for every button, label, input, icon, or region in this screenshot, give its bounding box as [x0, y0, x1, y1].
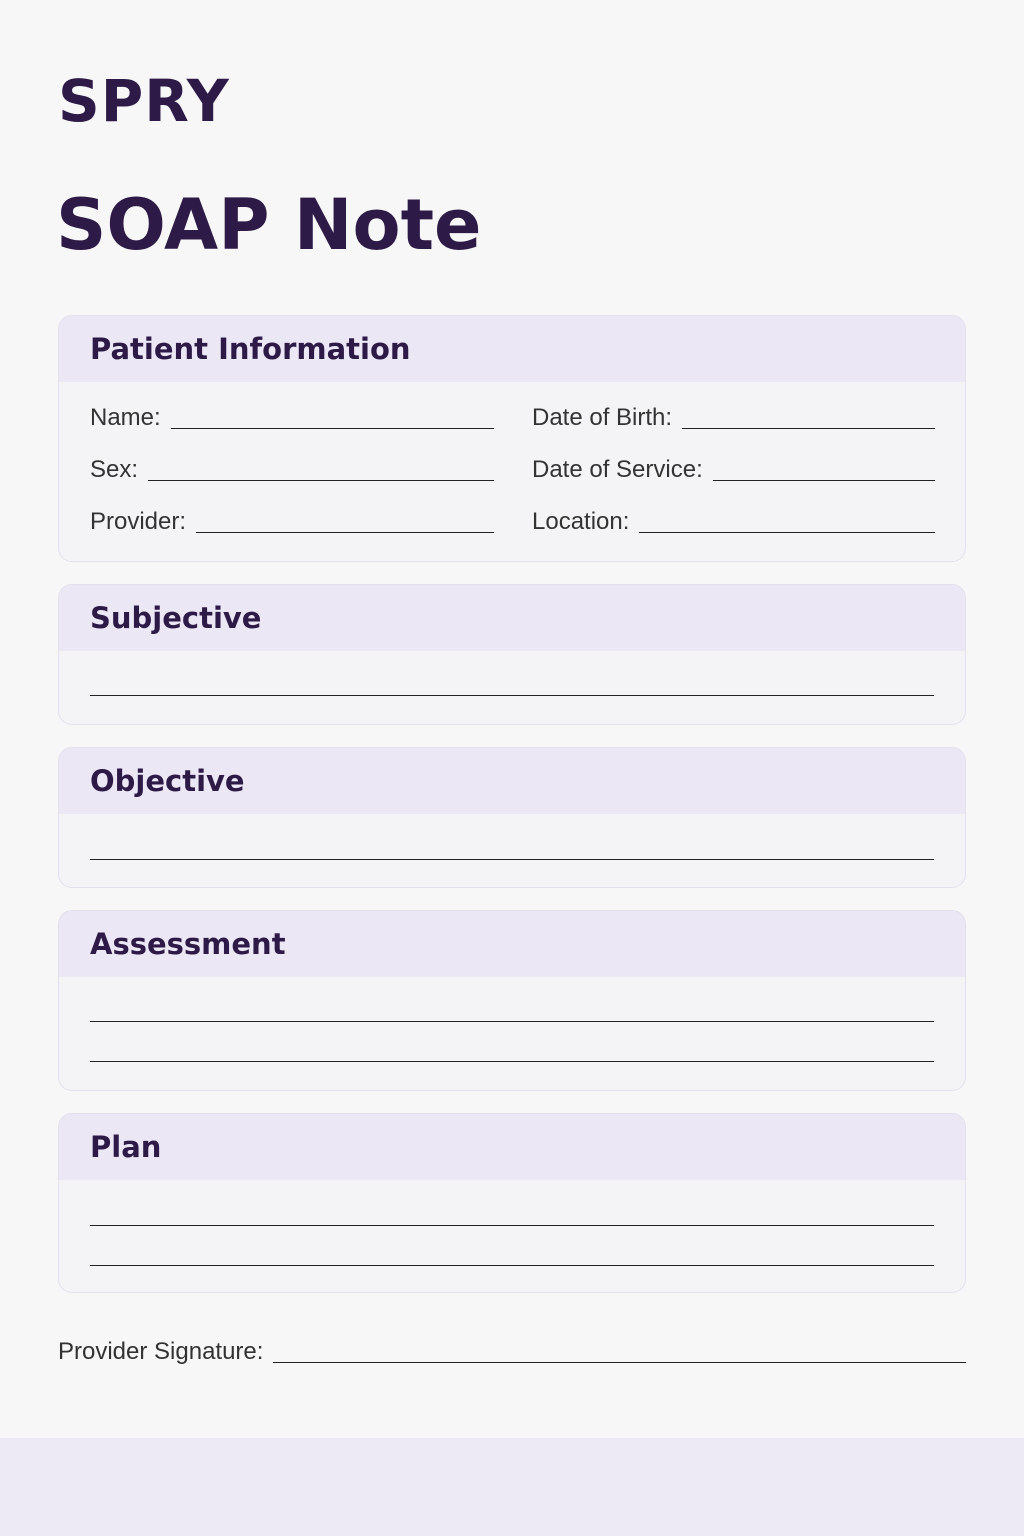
objective-header: [59, 748, 965, 814]
page-title: SOAP Note: [56, 184, 482, 266]
location-field[interactable]: [532, 510, 935, 534]
provider-signature-field[interactable]: [58, 1340, 966, 1364]
plan-input-line-1[interactable]: [90, 1225, 934, 1226]
spry-logo: SPRY: [58, 67, 230, 135]
location-label: Location:: [532, 508, 630, 535]
date-of-birth-input-line[interactable]: [682, 428, 935, 429]
name-input-line[interactable]: [171, 428, 494, 429]
assessment-input-line-1[interactable]: [90, 1021, 934, 1022]
objective-heading: Objective: [90, 764, 245, 798]
name-label: Name:: [90, 404, 161, 431]
provider-signature-input-line[interactable]: [273, 1362, 966, 1363]
date-of-birth-label: Date of Birth:: [532, 404, 673, 431]
plan-input-line-2[interactable]: [90, 1265, 934, 1266]
subjective-input-line[interactable]: [90, 695, 934, 696]
provider-input-line[interactable]: [196, 532, 494, 533]
location-input-line[interactable]: [639, 532, 935, 533]
assessment-card: [58, 910, 966, 1091]
subjective-heading: Subjective: [90, 601, 262, 635]
sex-label: Sex:: [90, 456, 139, 483]
subjective-card: [58, 584, 966, 725]
plan-heading: Plan: [90, 1130, 162, 1164]
name-field[interactable]: [90, 406, 494, 430]
patient-information-heading: Patient Information: [90, 332, 411, 366]
date-of-service-label: Date of Service:: [532, 456, 703, 483]
assessment-input-line-2[interactable]: [90, 1061, 934, 1062]
assessment-header: [59, 911, 965, 977]
objective-card: [58, 747, 966, 888]
date-of-birth-field[interactable]: [532, 406, 935, 430]
date-of-service-input-line[interactable]: [713, 480, 935, 481]
provider-label: Provider:: [90, 508, 187, 535]
patient-information-header: [59, 316, 965, 382]
provider-signature-label: Provider Signature:: [58, 1338, 264, 1365]
provider-field[interactable]: [90, 510, 494, 534]
sex-field[interactable]: [90, 458, 494, 482]
objective-input-line[interactable]: [90, 859, 934, 860]
patient-information-card: [58, 315, 966, 562]
plan-header: [59, 1114, 965, 1180]
subjective-header: [59, 585, 965, 651]
sex-input-line[interactable]: [148, 480, 494, 481]
plan-card: [58, 1113, 966, 1293]
assessment-heading: Assessment: [90, 927, 286, 961]
date-of-service-field[interactable]: [532, 458, 935, 482]
footer-band: [0, 1438, 1024, 1536]
